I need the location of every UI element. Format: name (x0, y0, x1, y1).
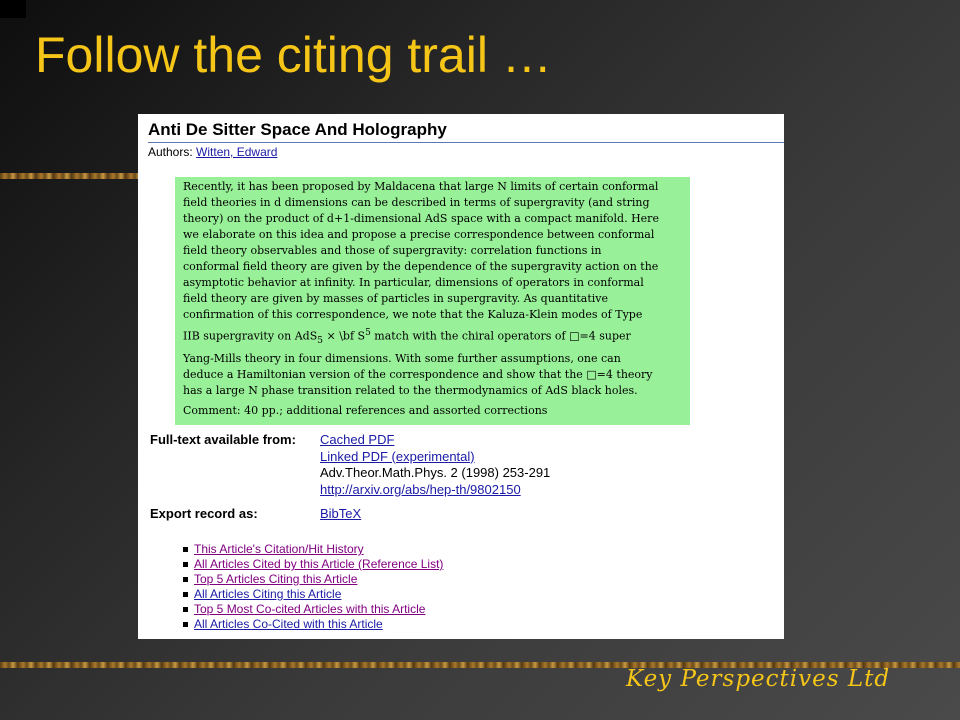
math-superscript: 5 (365, 328, 371, 338)
bullet-icon (183, 622, 188, 627)
list-item (183, 602, 443, 617)
abstract-line: confirmation of this correspondence, we note that the Kaluza-Klein modes of Type (183, 308, 643, 321)
related-links-list (183, 542, 443, 632)
article-record-screenshot (138, 114, 784, 639)
list-item (183, 542, 443, 557)
math-before: IIB supergravity on AdS (183, 329, 318, 343)
bullet-icon (183, 547, 188, 552)
authors-line (148, 145, 277, 159)
abstract-line: field theories in d dimensions can be described in terms of supergravity (and string (183, 196, 650, 209)
bullet-icon (183, 562, 188, 567)
list-item (183, 557, 443, 572)
abstract-line: field theory are given by masses of particles in supergravity. As quantitative (183, 292, 609, 305)
linked-pdf-link[interactable]: Linked PDF (experimental) (320, 448, 475, 464)
abstract-box (175, 177, 690, 425)
export-bibtex-link[interactable] (320, 506, 361, 521)
top5-cocited-link[interactable]: Top 5 Most Co-cited Articles with this Article (194, 602, 426, 616)
list-item (183, 572, 443, 587)
math-end: =4 super (579, 329, 631, 343)
bibtex-link[interactable]: BibTeX (320, 506, 362, 521)
fulltext-links (320, 432, 550, 498)
math-middle: × \bf S (323, 329, 366, 343)
all-citing-link[interactable]: All Articles Citing this Article (194, 587, 342, 601)
abstract-line: Yang-Mills theory in four dimensions. With some further assumptions, one can (183, 351, 621, 365)
cached-pdf-link[interactable]: Cached PDF (320, 432, 395, 447)
math-subscript: 5 (317, 335, 323, 346)
list-item (183, 617, 443, 632)
bullet-icon (183, 592, 188, 597)
abstract-line: we elaborate on this idea and propose a precise correspondence between conformal (183, 228, 655, 241)
abstract-line: field theory observables and those of supergravity: correlation functions in (183, 244, 602, 257)
abstract-line: has a large N phase transition related to the thermodynamics of AdS black holes. (183, 383, 638, 397)
reference-list-link[interactable]: All Articles Cited by this Article (Reference List) (194, 557, 444, 571)
abstract-line: deduce a Hamiltonian version of the correspondence and show that the □=4 theory (183, 367, 653, 381)
bullet-icon (183, 607, 188, 612)
journal-reference: Adv.Theor.Math.Phys. 2 (1998) 253-291 (320, 465, 551, 480)
top5-citing-link[interactable]: Top 5 Articles Citing this Article (194, 572, 358, 586)
abstract-line: theory) on the product of d+1-dimensional AdS space with a compact manifold. Here (183, 212, 659, 225)
missing-glyph-box: □ (569, 329, 580, 343)
abstract-line: Recently, it has been proposed by Maldacena that large N limits of certain conformal (183, 180, 659, 193)
abstract-comment: Comment: 40 pp.; additional references and assorted corrections (183, 403, 548, 417)
slide-title: Follow the citing trail … (35, 27, 552, 83)
fulltext-label: Full-text available from: (150, 432, 296, 447)
abstract-line: conformal field theory are given by the dependence of the supergravity action on the (183, 260, 659, 273)
arxiv-link[interactable]: http://arxiv.org/abs/hep-th/9802150 (320, 481, 521, 497)
citation-history-link[interactable]: This Article's Citation/Hit History (194, 542, 364, 556)
authors-label: Authors: (148, 145, 193, 159)
article-title: Anti De Sitter Space And Holography (148, 120, 447, 139)
author-link[interactable]: Witten, Edward (196, 145, 278, 159)
bullet-icon (183, 577, 188, 582)
decorative-stripe-left (0, 173, 140, 179)
abstract-math-line (183, 323, 682, 351)
all-cocited-link[interactable]: All Articles Co-Cited with this Article (194, 617, 383, 631)
brand-logo-text: Key Perspectives Ltd (626, 666, 891, 692)
abstract-line: asymptotic behavior at infinity. In particular, dimensions of operators in conformal (183, 276, 644, 289)
math-after: match with the chiral operators of (370, 329, 570, 343)
export-label: Export record as: (150, 506, 258, 521)
list-item (183, 587, 443, 602)
title-divider (148, 142, 784, 143)
corner-block (0, 0, 26, 18)
